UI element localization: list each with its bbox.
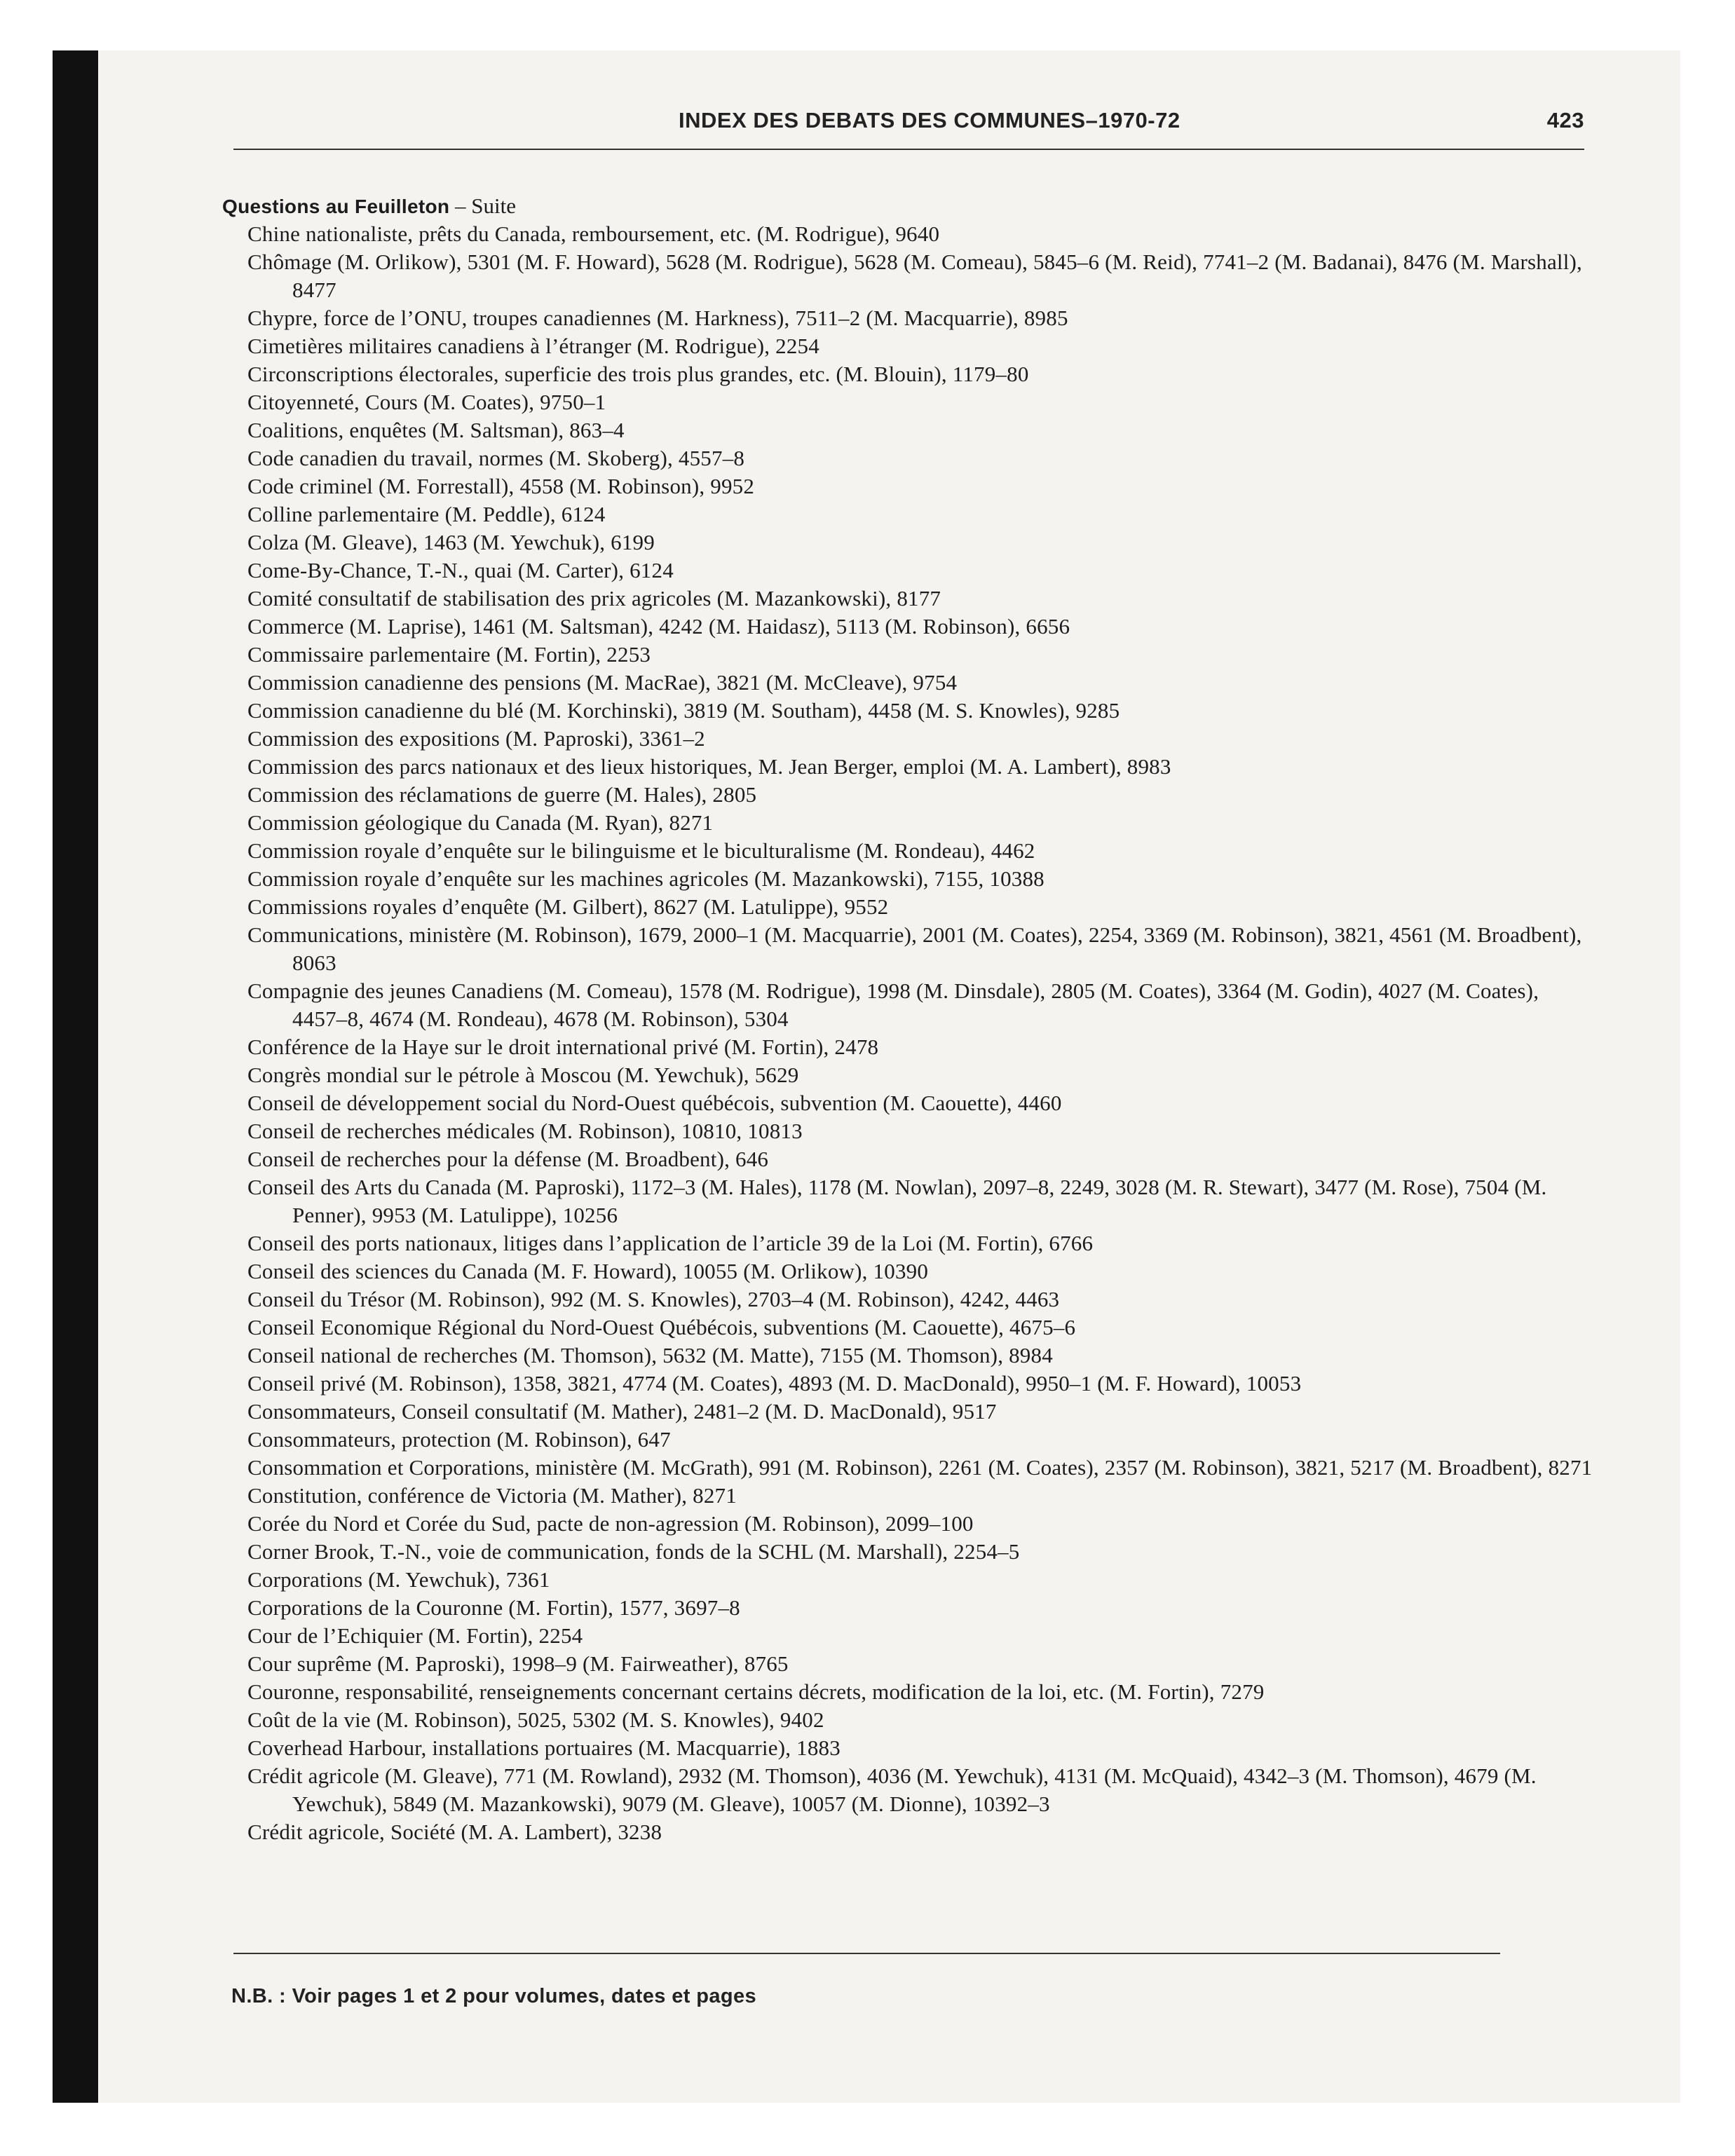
footnote: N.B. : Voir pages 1 et 2 pour volumes, dates et pages — [231, 1985, 757, 2007]
index-entry: Commission royale d’enquête sur le bilinguisme et le biculturalisme (M. Rondeau), 4462 — [247, 838, 1035, 863]
index-entry: Consommateurs, protection (M. Robinson), 647 — [247, 1427, 671, 1452]
index-entries — [222, 220, 1596, 1846]
index-entry: Commissions royales d’enquête (M. Gilbert), 8627 (M. Latulippe), 9552 — [247, 894, 889, 919]
index-entry: Cour suprême (M. Paproski), 1998–9 (M. Fairweather), 8765 — [247, 1651, 789, 1676]
index-entry: Conseil de développement social du Nord-Ouest québécois, subvention (M. Caouette), 4460 — [247, 1091, 1062, 1115]
index-entry: Commission royale d’enquête sur les machines agricoles (M. Mazankowski), 7155, 10388 — [247, 866, 1045, 891]
index-entry: Couronne, responsabilité, renseignements concernant certains décrets, modification de la loi, etc. (M. Fortin), 7279 — [247, 1679, 1265, 1704]
index-content — [222, 192, 1596, 1846]
index-entry: Corporations (M. Yewchuk), 7361 — [247, 1567, 550, 1592]
index-entry: Cour de l’Echiquier (M. Fortin), 2254 — [247, 1623, 583, 1648]
page-title: INDEX DES DEBATS DES COMMUNES–1970-72 — [679, 108, 1181, 132]
index-entry: Conférence de la Haye sur le droit international privé (M. Fortin), 2478 — [247, 1035, 879, 1059]
index-entry: Commission géologique du Canada (M. Ryan), 8271 — [247, 810, 714, 835]
index-entry: Crédit agricole, Société (M. A. Lambert), 3238 — [247, 1820, 662, 1844]
index-entry: Corée du Nord et Corée du Sud, pacte de non-agression (M. Robinson), 2099–100 — [247, 1511, 974, 1536]
index-entry: Colza (M. Gleave), 1463 (M. Yewchuk), 6199 — [247, 530, 655, 554]
index-entry: Congrès mondial sur le pétrole à Moscou (M. Yewchuk), 5629 — [247, 1063, 799, 1087]
index-entry: Commerce (M. Laprise), 1461 (M. Saltsman), 4242 (M. Haidasz), 5113 (M. Robinson), 6656 — [247, 614, 1070, 639]
index-entry: Communications, ministère (M. Robinson), 1679, 2000–1 (M. Macquarrie), 2001 (M. Coates), 2254, 3369 (M. Robinson), 3821, 4561 (M. Broadbent), 8063 — [247, 922, 1582, 975]
index-entry: Conseil Economique Régional du Nord-Ouest Québécois, subventions (M. Caouette), 4675–6 — [247, 1315, 1076, 1339]
index-entry: Conseil de recherches pour la défense (M. Broadbent), 646 — [247, 1147, 769, 1171]
index-entry: Conseil des sciences du Canada (M. F. Howard), 10055 (M. Orlikow), 10390 — [247, 1259, 929, 1283]
index-entry: Compagnie des jeunes Canadiens (M. Comeau), 1578 (M. Rodrigue), 1998 (M. Dinsdale), 2805 (M. Coates), 3364 (M. Godin), 4027 (M. Coates), 4457–8, 4674 (M. Rondeau), 4678 (M. Robinson), 5304 — [247, 978, 1539, 1031]
index-entry: Colline parlementaire (M. Peddle), 6124 — [247, 502, 606, 526]
page-header — [587, 108, 1584, 139]
index-entry: Coverhead Harbour, installations portuaires (M. Macquarrie), 1883 — [247, 1735, 841, 1760]
index-entry: Coût de la vie (M. Robinson), 5025, 5302 (M. S. Knowles), 9402 — [247, 1707, 824, 1732]
index-entry: Comité consultatif de stabilisation des prix agricoles (M. Mazankowski), 8177 — [247, 586, 941, 610]
page-number: 423 — [1546, 108, 1584, 132]
index-entry: Consommation et Corporations, ministère (M. McGrath), 991 (M. Robinson), 2261 (M. Coates), 2357 (M. Robinson), 3821, 5217 (M. Broadbent), 8271 — [247, 1455, 1593, 1480]
index-entry: Commission des expositions (M. Paproski), 3361–2 — [247, 726, 705, 751]
section-heading-title: Questions au Feuilleton — [222, 196, 450, 217]
index-entry: Coalitions, enquêtes (M. Saltsman), 863–4 — [247, 418, 625, 442]
index-entry: Corporations de la Couronne (M. Fortin), 1577, 3697–8 — [247, 1595, 740, 1620]
index-entry: Code canadien du travail, normes (M. Skoberg), 4557–8 — [247, 446, 745, 470]
index-entry: Crédit agricole (M. Gleave), 771 (M. Rowland), 2932 (M. Thomson), 4036 (M. Yewchuk), 4131 (M. McQuaid), 4342–3 (M. Thomson), 4679 (M. Yewchuk), 5849 (M. Mazankowski), 9079 (M. Gleave), 10057 (M. Dionne), 10392–3 — [247, 1763, 1537, 1816]
document-page — [98, 50, 1680, 2103]
index-entry: Conseil du Trésor (M. Robinson), 992 (M. S. Knowles), 2703–4 (M. Robinson), 4242, 4463 — [247, 1287, 1060, 1311]
index-entry: Come-By-Chance, T.-N., quai (M. Carter), 6124 — [247, 558, 674, 582]
index-entry: Commission canadienne des pensions (M. MacRae), 3821 (M. McCleave), 9754 — [247, 670, 958, 695]
footer-rule — [233, 1953, 1500, 1954]
index-entry: Code criminel (M. Forrestall), 4558 (M. Robinson), 9952 — [247, 474, 755, 498]
index-entry: Conseil des Arts du Canada (M. Paproski), 1172–3 (M. Hales), 1178 (M. Nowlan), 2097–8, 2249, 3028 (M. R. Stewart), 3477 (M. Rose), 7504 (M. Penner), 9953 (M. Latulippe), 10256 — [247, 1175, 1547, 1227]
header-rule — [233, 149, 1584, 150]
index-entry: Constitution, conférence de Victoria (M. Mather), 8271 — [247, 1483, 737, 1508]
index-entry: Commission des réclamations de guerre (M. Hales), 2805 — [247, 782, 757, 807]
index-entry: Citoyenneté, Cours (M. Coates), 9750–1 — [247, 390, 606, 414]
index-entry: Commissaire parlementaire (M. Fortin), 2253 — [247, 642, 651, 667]
index-entry: Chypre, force de l’ONU, troupes canadiennes (M. Harkness), 7511–2 (M. Macquarrie), 8985 — [247, 306, 1068, 330]
index-entry: Chine nationaliste, prêts du Canada, remboursement, etc. (M. Rodrigue), 9640 — [247, 221, 940, 246]
index-entry: Commission des parcs nationaux et des lieux historiques, M. Jean Berger, emploi (M. A. Lambert), 8983 — [247, 754, 1171, 779]
index-entry: Commission canadienne du blé (M. Korchinski), 3819 (M. Southam), 4458 (M. S. Knowles), 9285 — [247, 698, 1120, 723]
index-entry: Chômage (M. Orlikow), 5301 (M. F. Howard), 5628 (M. Rodrigue), 5628 (M. Comeau), 5845–6 (M. Reid), 7741–2 (M. Badanai), 8476 (M. Marshall), 8477 — [247, 250, 1583, 302]
index-entry: Corner Brook, T.-N., voie de communication, fonds de la SCHL (M. Marshall), 2254–5 — [247, 1539, 1020, 1564]
section-heading — [222, 192, 1596, 220]
index-entry: Conseil de recherches médicales (M. Robinson), 10810, 10813 — [247, 1119, 803, 1143]
index-entry: Cimetières militaires canadiens à l’étranger (M. Rodrigue), 2254 — [247, 334, 819, 358]
section-heading-continuation: – Suite — [449, 193, 516, 218]
index-entry: Conseil privé (M. Robinson), 1358, 3821, 4774 (M. Coates), 4893 (M. D. MacDonald), 9950–1 (M. F. Howard), 10053 — [247, 1371, 1302, 1396]
index-entry: Consommateurs, Conseil consultatif (M. Mather), 2481–2 (M. D. MacDonald), 9517 — [247, 1399, 997, 1424]
index-entry: Conseil des ports nationaux, litiges dans l’application de l’article 39 de la Loi (M. Fortin), 6766 — [247, 1231, 1094, 1255]
index-entry: Circonscriptions électorales, superficie des trois plus grandes, etc. (M. Blouin), 1179–80 — [247, 362, 1029, 386]
index-entry: Conseil national de recherches (M. Thomson), 5632 (M. Matte), 7155 (M. Thomson), 8984 — [247, 1343, 1053, 1367]
